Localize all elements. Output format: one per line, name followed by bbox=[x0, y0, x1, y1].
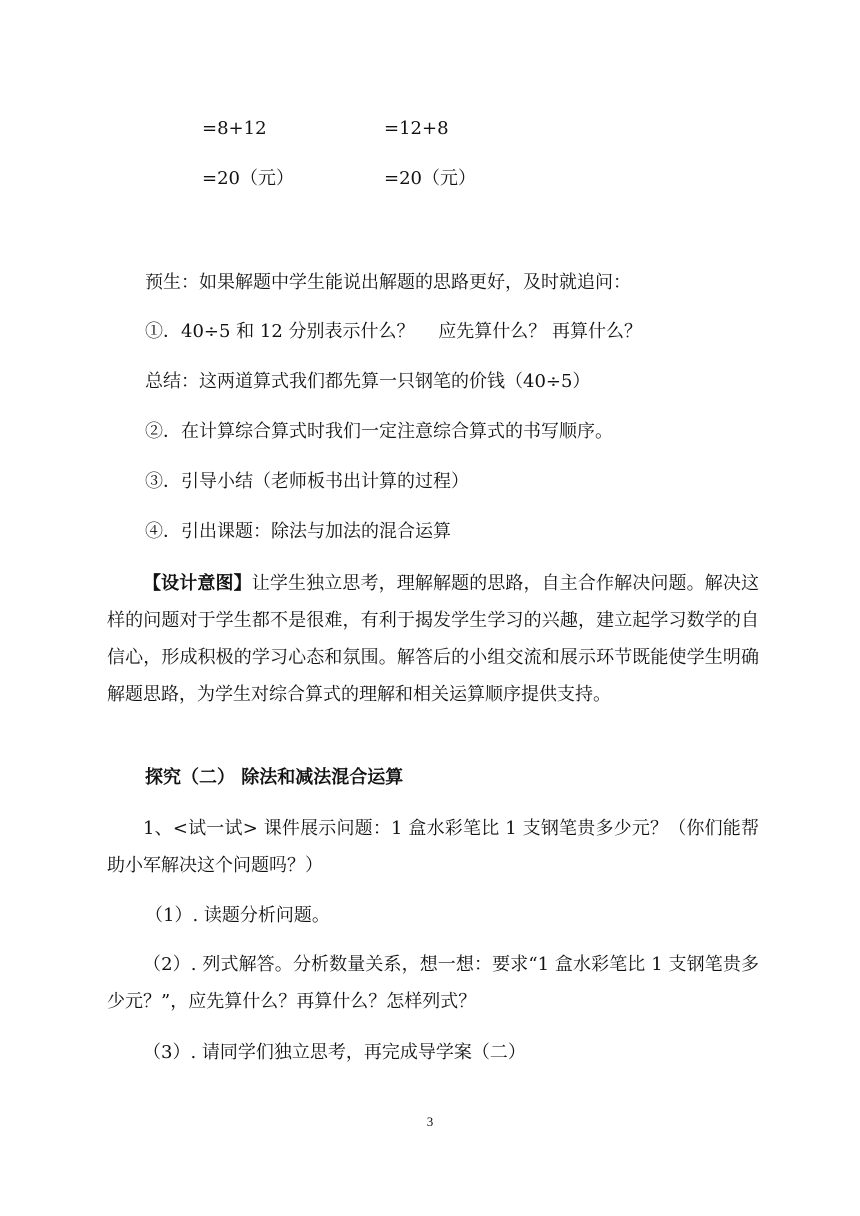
step-2: （2）. 列式解答。分析数量关系，想一想：要求“1 盒水彩笔比 1 支钢笔贵多少元？”，应先算什么？再算什么？怎样列式？ bbox=[107, 954, 759, 1012]
design-intent-label: 【设计意图】 bbox=[143, 573, 252, 594]
design-intent-paragraph bbox=[107, 565, 759, 713]
step-1: （1）. 读题分析问题。 bbox=[145, 905, 330, 926]
equation-row1-right: =12+8 bbox=[384, 118, 449, 139]
question-1: ①．40÷5 和 12 分别表示什么？ 应先算什么？ 再算什么？ bbox=[145, 321, 642, 342]
question-2: ②．在计算综合算式时我们一定注意综合算式的书写顺序。 bbox=[145, 421, 613, 442]
page-number: 3 bbox=[426, 1114, 434, 1129]
try-item-paragraph: 1、<试一试> 课件展示问题：1 盒水彩笔比 1 支钢笔贵多少元？（你们能帮助小军解决这个问题吗？） bbox=[107, 818, 759, 876]
equation-row1-left: =8+12 bbox=[202, 118, 267, 139]
equation-row2-left: =20（元） bbox=[202, 168, 294, 189]
equation-row2-right: =20（元） bbox=[384, 168, 476, 189]
question-4: ④．引出课题：除法与加法的混合运算 bbox=[145, 521, 451, 542]
question-3: ③．引导小结（老师板书出计算的过程） bbox=[145, 471, 469, 492]
design-intent-text: 让学生独立思考，理解解题的思路，自主合作解决问题。解决这样的问题对于学生都不是很难，有利于揭发学生学习的兴趣，建立起学习数学的自信心，形成积极的学习心态和氛围。解答后的小组交流和展示环节既能使学生明确解题思路，为学生对综合算式的理解和相关运算顺序提供支持。 bbox=[107, 573, 760, 705]
yusheng-paragraph: 预生：如果解题中学生能说出解题的思路更好，及时就追问： bbox=[145, 272, 631, 293]
step-3: （3）. 请同学们独立思考，再完成导学案（二） bbox=[143, 1042, 526, 1063]
summary-paragraph: 总结：这两道算式我们都先算一只钢笔的价钱（40÷5） bbox=[145, 371, 591, 392]
section-title: 探究（二） 除法和减法混合运算 bbox=[145, 767, 404, 788]
